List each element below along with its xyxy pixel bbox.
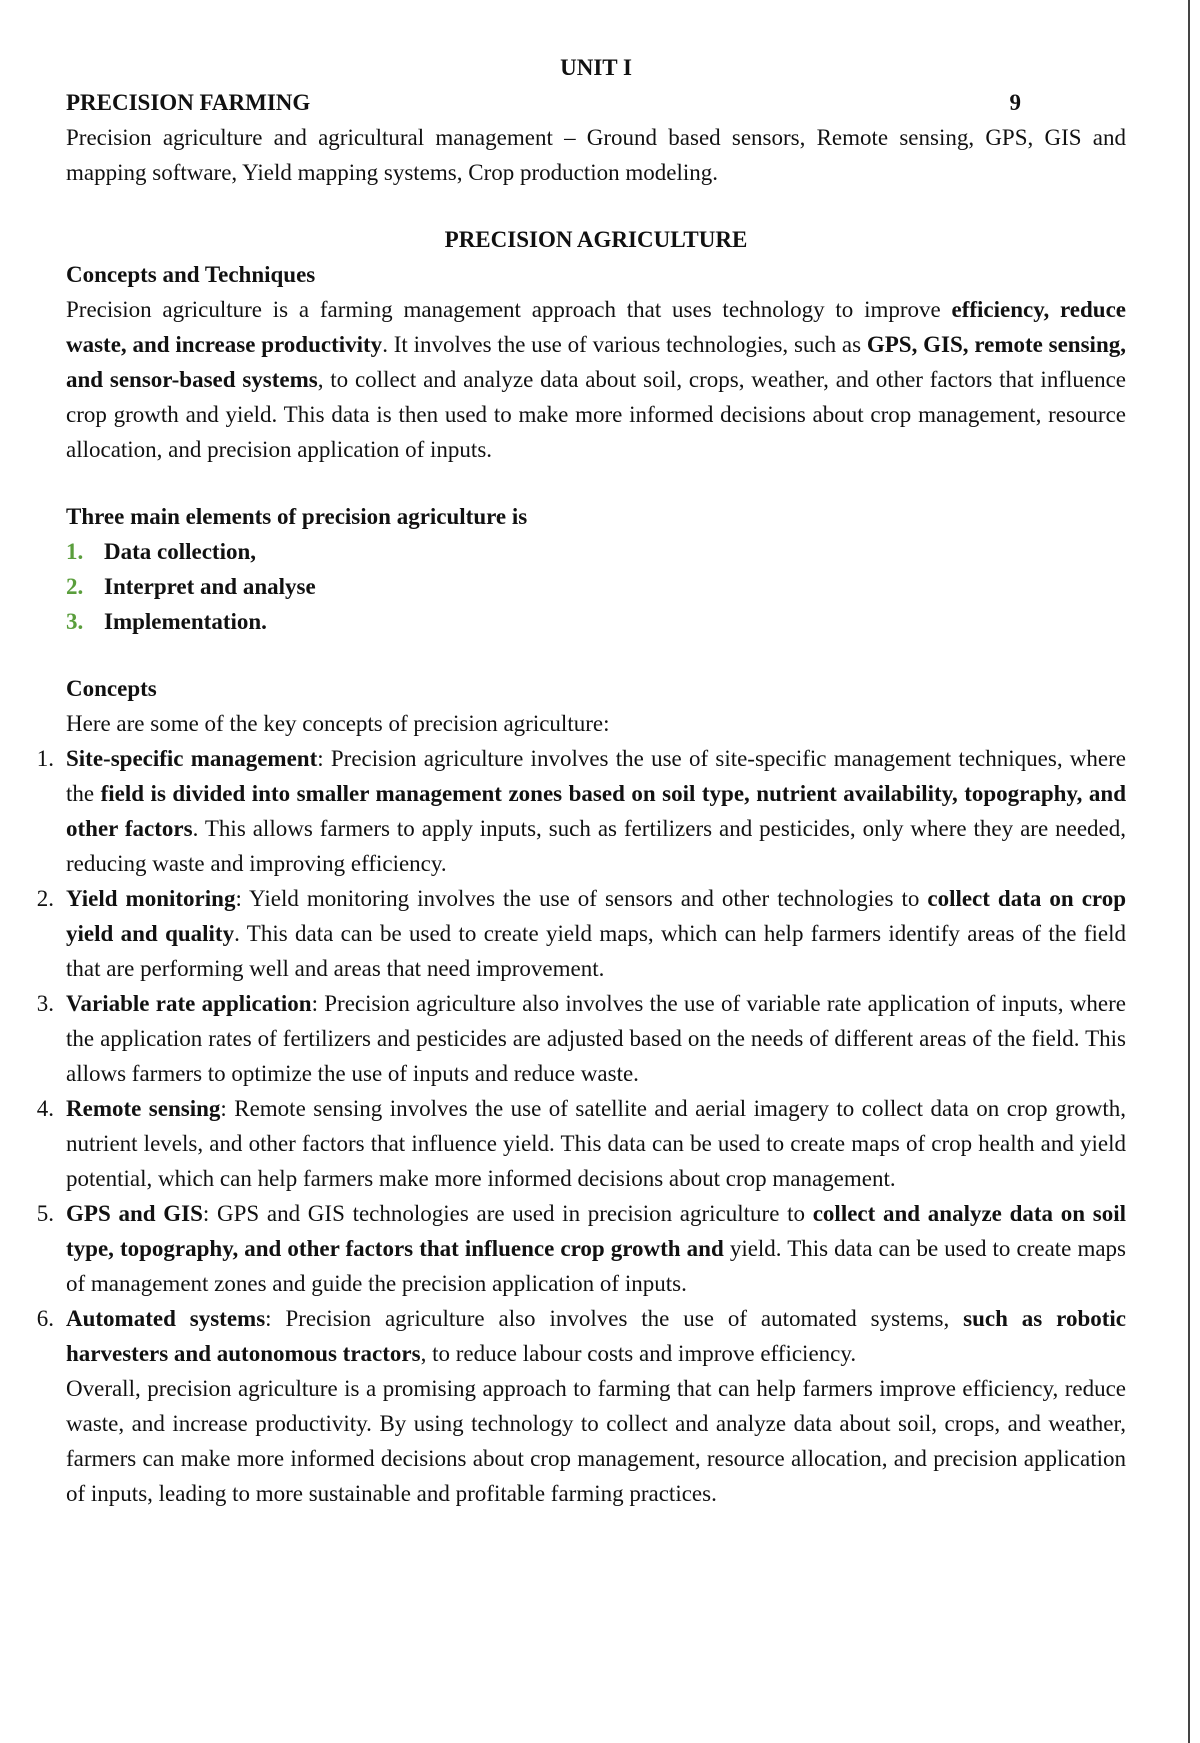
conclusion-paragraph: Overall, precision agriculture is a promising approach to farming that can help farmers improve efficiency, reduce waste, and increase productivity. By using technology to collect and analyze data about soil, crops, and weather, farmers can make more informed decisions about crop management, resource allocation, and precision application of inputs, leading to more sustainable and profitable farming practices.: [66, 1376, 1126, 1506]
list-item: 1. Data collection,: [66, 539, 257, 564]
list-item: 1. Site-specific management: Precision agriculture involves the use of site-specific management techniques, where the field is divided into smaller management zones based on soil type, nutrient availability, topography, and other factors. This allows farmers to apply inputs, such as fertilizers and pesticides, only where they are needed, reducing waste and improving efficiency.: [36, 746, 1126, 876]
intro-bold: efficiency, reduce waste, and increase productivity: [66, 297, 1126, 357]
concepts-list: [36, 741, 1126, 1371]
list-item: 3. Variable rate application: Precision agriculture also involves the use of variable rate application of inputs, where the application rates of fertilizers and pesticides are adjusted based on the needs of different areas of the field. This allows farmers to optimize the use of inputs and reduce waste.: [36, 991, 1126, 1086]
list-item: 2. Interpret and analyse: [66, 574, 316, 599]
intro-bold: GPS, GIS, remote sensing, and sensor-based systems: [66, 332, 1126, 392]
course-title: PRECISION FARMING: [66, 90, 311, 115]
elements-list: [66, 534, 1126, 639]
concepts-intro: Here are some of the key concepts of precision agriculture:: [66, 711, 610, 736]
list-item: 3. Implementation.: [66, 609, 267, 634]
section-title: PRECISION AGRICULTURE: [444, 227, 748, 252]
course-header: [66, 85, 1126, 120]
document-page: [36, 50, 1126, 1511]
subheading: Concepts and Techniques: [66, 262, 316, 287]
syllabus-text: Precision agriculture and agricultural management – Ground based sensors, Remote sensing, GPS, GIS and mapping software, Yield mapping systems, Crop production modeling.: [66, 125, 1126, 185]
elements-heading: Three main elements of precision agriculture is: [66, 504, 528, 529]
intro-paragraph: [66, 292, 1126, 467]
list-item: 4. Remote sensing: Remote sensing involves the use of satellite and aerial imagery to collect data on crop growth, nutrient levels, and other factors that influence yield. This data can be used to create maps of crop health and yield potential, which can help farmers make more informed decisions about crop management.: [36, 1096, 1126, 1191]
unit-title: UNIT I: [560, 55, 632, 80]
list-item: 5. GPS and GIS: GPS and GIS technologies are used in precision agriculture to collect and analyze data on soil type, topography, and other factors that influence crop growth and yield. This data can be used to create maps of management zones and guide the precision application of inputs.: [36, 1201, 1126, 1296]
list-item: 2. Yield monitoring: Yield monitoring involves the use of sensors and other technologies to collect data on crop yield and quality. This data can be used to create yield maps, which can help farmers identify areas of the field that are performing well and areas that need improvement.: [36, 886, 1126, 981]
intro-text: . It involves the use of various technologies, such as: [382, 332, 867, 357]
course-hours: 9: [1009, 90, 1021, 115]
concepts-heading: Concepts: [66, 676, 157, 701]
intro-text: Precision agriculture is a farming management approach that uses technology to improve: [66, 297, 952, 322]
intro-text: , to collect and analyze data about soil, crops, weather, and other factors that influence crop growth and yield. This data is then used to make more informed decisions about crop management, resource allocation, and precision application of inputs.: [66, 367, 1126, 462]
list-item: 6. Automated systems: Precision agriculture also involves the use of automated systems, such as robotic harvesters and autonomous tractors, to reduce labour costs and improve efficiency.: [36, 1306, 1126, 1366]
page-edge-line: [1188, 0, 1190, 1743]
